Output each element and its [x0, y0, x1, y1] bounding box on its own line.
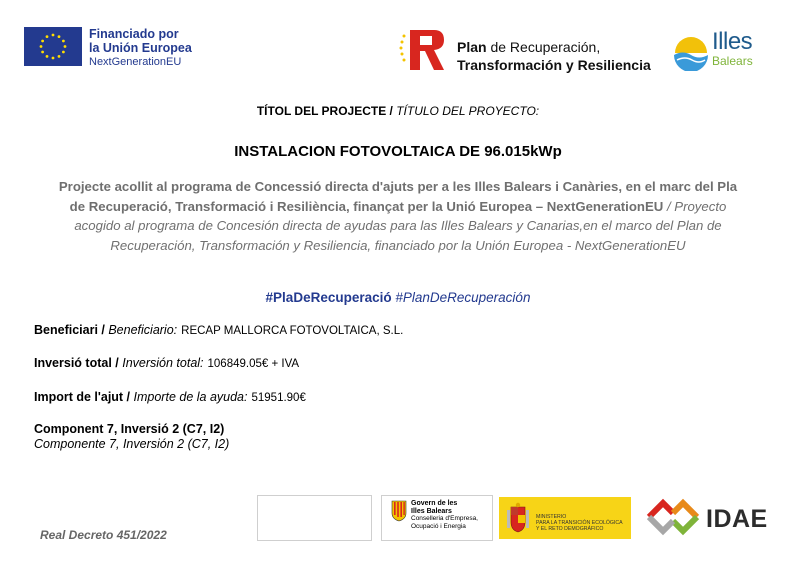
govern-line2: Illes Balears — [411, 507, 452, 515]
prtr-line2: Transformación y Resiliencia — [457, 57, 651, 73]
idae-logo-icon — [643, 495, 703, 539]
illes-balears-text — [712, 30, 753, 68]
beneficiary-label-ca: Beneficiari / — [34, 323, 105, 337]
illes-small: Balears — [712, 54, 753, 68]
investment-row — [34, 356, 299, 370]
investment-label-ca: Inversió total / — [34, 356, 119, 370]
eu-funding-text — [89, 27, 192, 69]
eu-line2: la Unión Europea — [89, 41, 192, 55]
title-label-es: TÍTULO DEL PROYECTO: — [392, 104, 540, 118]
beneficiary-label-es: Beneficiario: — [104, 323, 178, 337]
hashtag-ca: #PlaDeRecuperació — [265, 290, 392, 305]
ministry-line1: MINISTERIO — [536, 514, 567, 520]
beneficiary-value: RECAP MALLORCA FOTOVOLTAICA, S.L. — [181, 325, 404, 337]
investment-value: 106849.05€ + IVA — [207, 358, 300, 370]
decree-text: Real Decreto 451/2022 — [40, 528, 167, 542]
govern-line1: Govern de les — [411, 500, 458, 507]
illes-balears-logo-icon — [671, 31, 711, 71]
govern-line4: Ocupació i Energia — [411, 522, 466, 530]
ministry-text — [536, 514, 623, 532]
description-es: / Proyecto acogido al programa de Concesión directa de ayudas para las Illes Balears y Canarias,en el marco del Plan de Recuperación, Transformación y Resiliencia, financiado por la Unión Europea - NextGenerationEU — [74, 198, 727, 253]
component-ca: Component 7, Inversió 2 (C7, I2) — [34, 422, 225, 436]
investment-label-es: Inversión total: — [118, 356, 204, 370]
project-name: INSTALACION FOTOVOLTAICA DE 96.015kWp — [234, 143, 562, 160]
eu-line3: NextGenerationEU — [89, 56, 182, 68]
title-label-ca: TÍTOL DEL PROJECTE / — [256, 104, 393, 118]
eu-flag-icon — [24, 27, 82, 66]
hashtag-es: #PlanDeRecuperación — [391, 290, 531, 305]
idae-text: IDAE — [706, 505, 768, 533]
aid-label-es: Importe de la ayuda: — [130, 390, 248, 404]
spain-coat-of-arms-icon — [505, 502, 531, 534]
project-description — [50, 177, 746, 255]
prtr-plan: Plan — [457, 39, 487, 55]
prtr-logo-icon — [398, 26, 446, 72]
prtr-line1: de Recuperación, — [486, 39, 601, 55]
blank-logo-box — [257, 495, 372, 541]
title-label — [0, 104, 796, 118]
hashtags — [0, 290, 796, 305]
aid-label-ca: Import de l'ajut / — [34, 390, 131, 404]
balears-shield-icon — [391, 500, 407, 522]
illes-big: Illes — [712, 28, 753, 55]
aid-value: 51951.90€ — [251, 392, 306, 404]
beneficiary-row — [34, 323, 403, 337]
eu-line1: Financiado por — [89, 27, 179, 41]
govern-text — [411, 500, 478, 530]
description-ca: Projecte acollit al programa de Concessió directa d'ajuts per a les Illes Balears i Canàries, en el marc del Pla de Recuperació, Transformació i Resiliència, finançat per la Unió Europea – NextGenerationEU — [58, 179, 738, 214]
component-es: Componente 7, Inversión 2 (C7, I2) — [34, 437, 230, 451]
component-info — [34, 422, 229, 452]
ministry-line2: PARA LA TRANSICIÓN ECOLÓGICA — [536, 520, 623, 526]
prtr-text — [457, 38, 651, 74]
govern-line3: Conselleria d'Empresa, — [411, 515, 478, 523]
aid-row — [34, 390, 306, 404]
ministry-line3: Y EL RETO DEMOGRÁFICO — [536, 526, 604, 532]
